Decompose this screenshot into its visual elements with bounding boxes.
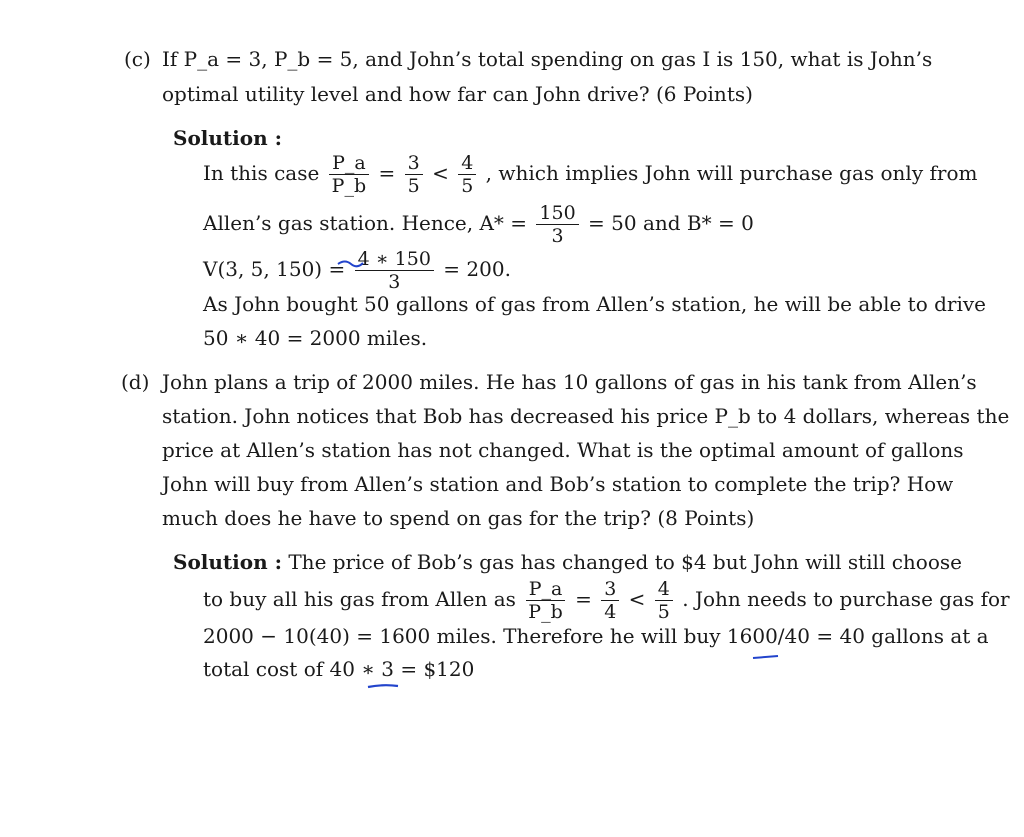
frac-den: 5 xyxy=(461,175,474,197)
part-c-question-line-1 xyxy=(162,45,942,73)
text-span: = 50 and B* = 0 xyxy=(588,211,754,235)
part-d-solution-line-1 xyxy=(173,548,962,576)
text-span: < xyxy=(432,161,449,185)
fraction-3-4 xyxy=(601,578,619,623)
frac-num: 4 ∗ 150 xyxy=(355,248,434,271)
fraction-4-5 xyxy=(458,152,476,197)
part-d-solution-heading: Solution : xyxy=(173,550,282,574)
part-c-solution-line-1 xyxy=(203,148,977,198)
text-span: Allen’s gas station. Hence, A* = xyxy=(203,211,528,235)
pen-underline-mark xyxy=(335,255,365,269)
part-d-solution-line-2 xyxy=(203,574,1010,624)
fraction-pa-pb xyxy=(329,152,369,197)
part-d-question-line-2: station. John notices that Bob has decreased his price P_b to 4 dollars, whereas the xyxy=(162,404,1010,428)
text-span: = xyxy=(378,161,396,185)
text-span: V(3, 5, 150) = xyxy=(203,257,346,281)
part-c-solution-line-2 xyxy=(203,198,754,248)
part-d-question-line-5: much does he have to spend on gas for the trip? (8 Points) xyxy=(162,506,755,530)
frac-num: 3 xyxy=(601,578,619,601)
text-span: , which implies John will purchase gas only from xyxy=(485,161,978,185)
part-d-solution-line-3: 2000 − 10(40) = 1600 miles. Therefore he will buy 1600/40 = 40 gallons at a xyxy=(203,624,989,648)
part-c-solution-line-3 xyxy=(203,244,511,294)
part-c-solution-heading: Solution : xyxy=(173,126,282,150)
text-span: = 200. xyxy=(443,257,511,281)
frac-num: P_a xyxy=(329,152,369,175)
frac-den: 3 xyxy=(388,271,401,293)
frac-den: 5 xyxy=(407,175,420,197)
fraction-150-3 xyxy=(536,202,578,247)
part-d-label: (d) xyxy=(121,370,150,394)
frac-den: P_b xyxy=(528,601,563,623)
part-d-solution-line-4: total cost of 40 ∗ 3 = $120 xyxy=(203,657,475,681)
text-span: In this case xyxy=(203,161,320,185)
part-d-question-line-1: John plans a trip of 2000 miles. He has 10 gallons of gas in his tank from Allen’s xyxy=(162,370,977,394)
frac-den: 4 xyxy=(604,601,617,623)
fraction-3-5 xyxy=(405,152,423,197)
frac-num: 3 xyxy=(405,152,423,175)
frac-num: 4 xyxy=(458,152,476,175)
part-c-solution-line-4: As John bought 50 gallons of gas from Allen’s station, he will be able to drive xyxy=(203,292,986,316)
frac-num: P_a xyxy=(526,578,566,601)
text-span: = xyxy=(575,587,592,611)
part-c-question-text-1: If P_a = 3, P_b = 5, and John’s total spending on gas I is 150, what is John’s xyxy=(162,47,933,71)
fraction-pa-pb xyxy=(525,578,565,623)
pen-underline-mark xyxy=(365,680,401,692)
fraction-4x150-3 xyxy=(355,248,434,293)
part-c-solution-line-5: 50 ∗ 40 = 2000 miles. xyxy=(203,326,428,350)
text-span: . John needs to purchase gas for xyxy=(682,587,1010,611)
frac-den: 3 xyxy=(551,225,564,247)
text-span: to buy all his gas from Allen as xyxy=(203,587,516,611)
part-d-question-line-3: price at Allen’s station has not changed. What is the optimal amount of gallons xyxy=(162,438,964,462)
frac-den: 5 xyxy=(657,601,670,623)
part-d-question-line-4: John will buy from Allen’s station and Bob’s station to complete the trip? How xyxy=(162,472,954,496)
part-c-question-line-2: optimal utility level and how far can John drive? (6 Points) xyxy=(162,82,753,106)
frac-num: 4 xyxy=(655,578,673,601)
fraction-4-5 xyxy=(655,578,673,623)
pen-underline-mark xyxy=(750,652,782,662)
text-span: < xyxy=(628,587,646,611)
text-span: The price of Bob’s gas has changed to $4 but John will still choose xyxy=(288,550,962,574)
frac-num: 150 xyxy=(536,202,578,225)
frac-den: P_b xyxy=(331,175,367,197)
part-c-label: (c) xyxy=(124,47,151,71)
